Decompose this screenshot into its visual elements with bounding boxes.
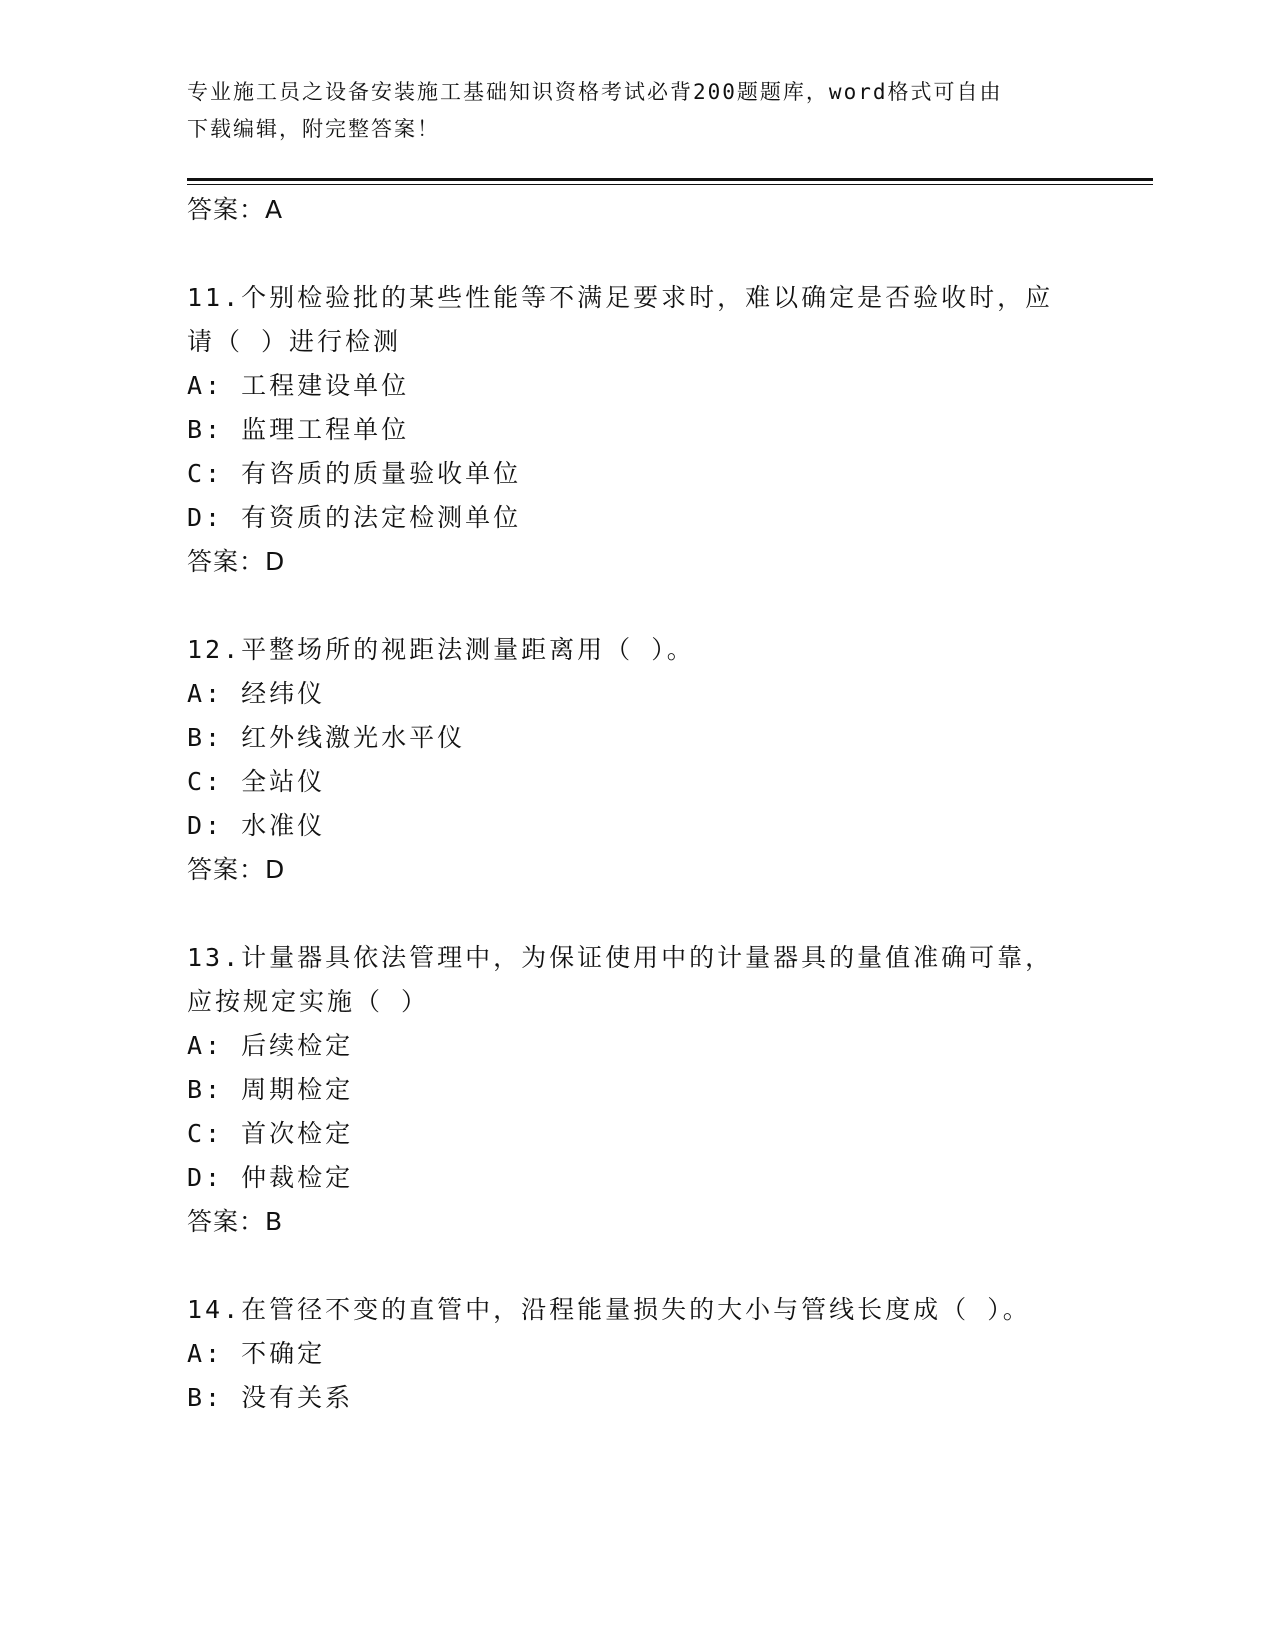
question-13-option-a: A: 后续检定 xyxy=(187,1031,354,1060)
question-12-option-d: D: 水准仪 xyxy=(187,811,326,840)
question-13-answer: 答案：B xyxy=(187,1207,284,1236)
question-12-answer: 答案：D xyxy=(187,855,286,884)
question-11-answer: 答案：D xyxy=(187,547,286,576)
question-12-option-c: C: 全站仪 xyxy=(187,767,326,796)
question-11-text-cont: 请（ ）进行检测 xyxy=(187,327,402,356)
question-11-text: 11.个别检验批的某些性能等不满足要求时，难以确定是否验收时，应 xyxy=(187,283,1054,312)
document-header xyxy=(187,74,1067,148)
question-13-text: 13.计量器具依法管理中，为保证使用中的计量器具的量值准确可靠， xyxy=(187,943,1054,972)
previous-answer: 答案：A xyxy=(187,195,284,224)
question-14-option-b: B: 没有关系 xyxy=(187,1383,354,1412)
question-13-text-cont: 应按规定实施（ ） xyxy=(187,987,430,1016)
question-14-text: 14.在管径不变的直管中，沿程能量损失的大小与管线长度成（ ）。 xyxy=(187,1295,1031,1324)
header-line-2: 下载编辑，附完整答案！ xyxy=(187,117,440,141)
header-divider-thick xyxy=(187,178,1153,181)
question-12-option-a: A: 经纬仪 xyxy=(187,679,326,708)
question-13-option-c: C: 首次检定 xyxy=(187,1119,354,1148)
question-11-option-c: C: 有咨质的质量验收单位 xyxy=(187,459,522,488)
question-14-option-a: A: 不确定 xyxy=(187,1339,326,1368)
question-13-option-b: B: 周期检定 xyxy=(187,1075,354,1104)
question-13-option-d: D: 仲裁检定 xyxy=(187,1163,354,1192)
question-11-option-a: A: 工程建设单位 xyxy=(187,371,410,400)
header-line-1: 专业施工员之设备安装施工基础知识资格考试必背200题题库，word格式可自由 xyxy=(187,80,1003,104)
question-12-text: 12.平整场所的视距法测量距离用（ ）。 xyxy=(187,635,695,664)
question-11-option-d: D: 有资质的法定检测单位 xyxy=(187,503,522,532)
question-12-option-b: B: 红外线激光水平仪 xyxy=(187,723,466,752)
header-divider-thin xyxy=(187,184,1153,185)
question-11-option-b: B: 监理工程单位 xyxy=(187,415,410,444)
